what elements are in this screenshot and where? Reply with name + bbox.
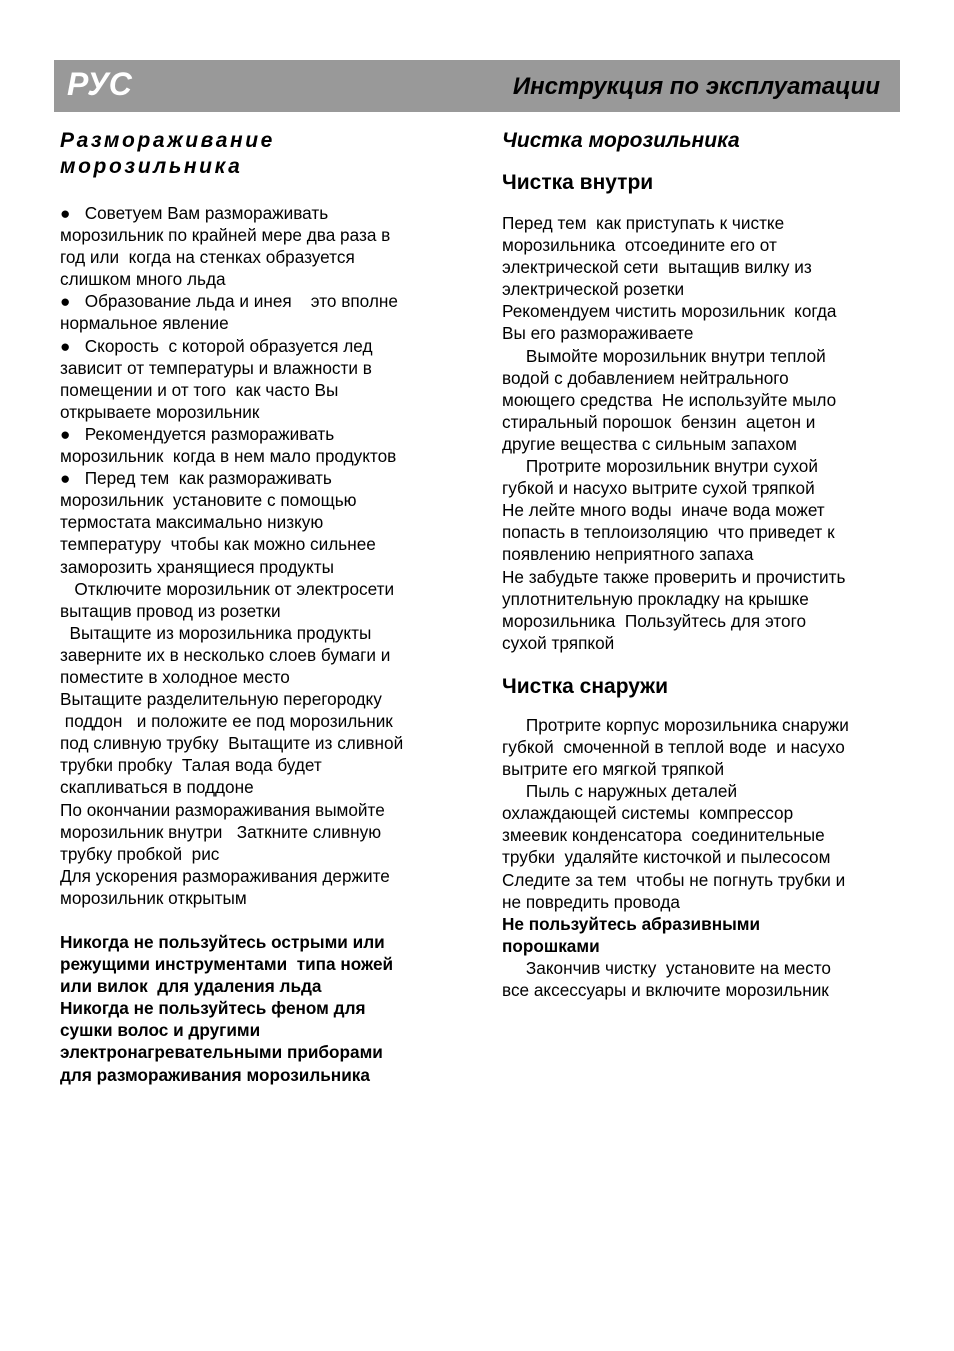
section-heading-defrost: Размораживание морозильника — [60, 129, 275, 178]
text-line: Вы его размораживаете — [502, 323, 694, 344]
text-line: морозильника отсоедините его от — [502, 235, 777, 256]
text-line: моющего средства Не используйте мыло — [502, 389, 837, 410]
language-label: РУС — [67, 66, 132, 102]
text-line: Вытащите из морозильника продукты — [60, 622, 372, 643]
text-line: Не забудьте также проверить и прочистить — [502, 566, 846, 587]
text-line: ● Советуем Вам размораживать — [60, 203, 329, 223]
subheading-outside: Чистка снаружи — [502, 674, 668, 698]
right-column — [502, 128, 902, 1001]
text-line: уплотнительную прокладку на крышке — [502, 588, 809, 609]
text-line: Протрите корпус морозильника снаружи — [502, 714, 849, 735]
warning-line: Никогда не пользуйтесь острыми или — [60, 932, 385, 952]
text-line: змеевик конденсатора соединительные — [502, 825, 825, 846]
text-line: другие вещества с сильным запахом — [502, 433, 797, 454]
text-line: морозильник установите с помощью — [60, 490, 357, 511]
defrost-instructions — [60, 202, 460, 909]
text-line: ● Скорость с которой образуется лед — [60, 335, 373, 356]
warning-block — [60, 931, 460, 1086]
text-line: появлению неприятного запаха — [502, 544, 754, 565]
warning-line: сушки волос и другими — [60, 1020, 261, 1041]
manual-title: Инструкция по эксплуатации — [512, 73, 880, 100]
text-line: Пыль с наружных деталей — [502, 781, 738, 802]
text-line: все аксессуары и включите морозильник — [502, 980, 829, 1000]
text-line: Отключите морозильник от электросети — [60, 578, 395, 599]
warning-line: порошками — [502, 935, 600, 956]
text-line: нормальное явление — [60, 313, 229, 334]
text-line: Вытащите разделительную перегородку — [60, 689, 382, 710]
text-line: температуру чтобы как можно сильнее — [60, 534, 376, 555]
text-line: поместите в холодное место — [60, 666, 290, 687]
text-line: охлаждающей системы компрессор — [502, 803, 794, 824]
text-line: слишком много льда — [60, 269, 226, 290]
text-line: не повредить провода — [502, 891, 680, 912]
warning-line: для размораживания морозильника — [60, 1064, 370, 1085]
text-line: водой с добавлением нейтрального — [502, 367, 789, 388]
page-header — [54, 60, 900, 112]
text-line: морозильник открытым — [60, 887, 247, 908]
warning-line: электронагревательными приборами — [60, 1042, 383, 1063]
text-line: Рекомендуем чистить морозильник когда — [502, 301, 837, 322]
text-line: электрической сети вытащив вилку из — [502, 257, 812, 278]
text-line: стиральный порошок бензин ацетон и — [502, 411, 816, 432]
warning-line: или вилок для удаления льда — [60, 976, 322, 997]
warning-line: Никогда не пользуйтесь феном для — [60, 998, 366, 1019]
text-line: сухой тряпкой — [502, 632, 615, 653]
text-line: морозильника Пользуйтесь для этого — [502, 610, 807, 631]
text-line: губкой смоченной в теплой воде и насухо — [502, 736, 845, 757]
text-line: открываете морозильник — [60, 401, 260, 422]
text-line: Закончив чистку установите на место — [502, 957, 831, 978]
text-line: трубку пробкой рис — [60, 843, 220, 864]
left-column — [60, 128, 460, 1086]
warning-line: режущими инструментами типа ножей — [60, 954, 394, 975]
text-line: попасть в теплоизоляцию что приведет к — [502, 522, 835, 543]
warning-line: Не пользуйтесь абразивными — [502, 913, 761, 934]
text-line: морозильник когда в нем мало продуктов — [60, 446, 397, 467]
text-line: Вымойте морозильник внутри теплой — [502, 345, 826, 366]
text-line: вытрите его мягкой тряпкой — [502, 759, 725, 780]
text-line: вытащив провод из розетки — [60, 600, 281, 621]
text-line: скапливаться в поддоне — [60, 777, 254, 798]
text-line: Перед тем как приступать к чистке — [502, 213, 785, 233]
text-line: зависит от температуры и влажности в — [60, 357, 372, 378]
text-line: ● Образование льда и инея это вполне — [60, 291, 398, 312]
section-heading-cleaning: Чистка морозильника — [502, 129, 740, 152]
text-line: электрической розетки — [502, 279, 685, 300]
text-line: заверните их в несколько слоев бумаги и — [60, 644, 391, 665]
text-line: заморозить хранящиеся продукты — [60, 556, 334, 577]
text-line: Для ускорения размораживания держите — [60, 865, 390, 886]
text-line: морозильник внутри Заткните сливную — [60, 821, 382, 842]
text-line: год или когда на стенках образуется — [60, 247, 355, 268]
text-line: морозильник по крайней мере два раза в — [60, 225, 391, 246]
outside-cleaning-text — [502, 714, 902, 1001]
text-line: помещении и от того как часто Вы — [60, 379, 339, 400]
text-line: Следите за тем чтобы не погнуть трубки и — [502, 869, 846, 890]
text-line: По окончании размораживания вымойте — [60, 799, 385, 820]
subheading-inside: Чистка внутри — [502, 171, 654, 194]
text-line: трубки пробку Талая вода будет — [60, 755, 322, 776]
text-line: Протрите морозильник внутри сухой — [502, 456, 818, 477]
text-line: поддон и положите ее под морозильник — [60, 711, 393, 732]
text-line: ● Перед тем как размораживать — [60, 468, 332, 489]
text-line: губкой и насухо вытрите сухой тряпкой — [502, 478, 815, 499]
text-line: ● Рекомендуется размораживать — [60, 423, 335, 444]
text-line: под сливную трубку Вытащите из сливной — [60, 733, 404, 754]
text-line: Не лейте много воды иначе вода может — [502, 500, 825, 521]
inside-cleaning-text — [502, 212, 902, 654]
text-line: термостата максимально низкую — [60, 512, 324, 533]
text-line: трубки удаляйте кисточкой и пылесосом — [502, 847, 831, 868]
